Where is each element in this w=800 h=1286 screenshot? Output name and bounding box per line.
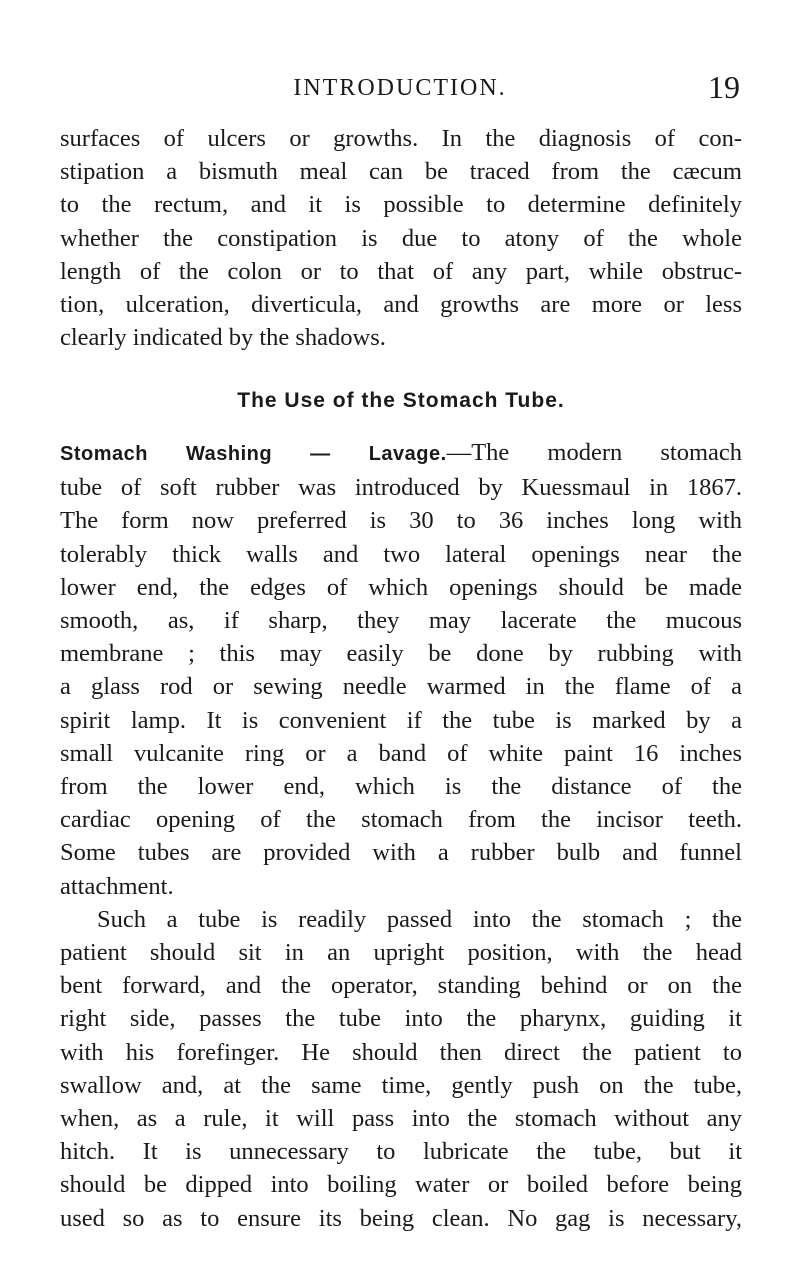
section-heading: The Use of the Stomach Tube. (237, 389, 565, 412)
text-line: patient should sit in an upright position, with the head (60, 939, 742, 967)
text-line: lower end, the edges of which openings should be made (60, 573, 742, 601)
side-head-continuation: —The modern stomach (446, 439, 743, 466)
text-line: membrane ; this may easily be done by rubbing with (60, 640, 742, 668)
running-title: INTRODUCTION. (293, 75, 507, 101)
text-line: The form now preferred is 30 to 36 inches long with (60, 507, 742, 535)
running-head (60, 69, 740, 107)
text-line: a glass rod or sewing needle warmed in the flame of a (60, 673, 742, 701)
text-line-with-side-head (60, 436, 742, 471)
page-number: 19 (708, 69, 740, 105)
text-line: spirit lamp. It is convenient if the tube is marked by a (60, 706, 742, 734)
text-line: when, as a rule, it will pass into the stomach without any (60, 1105, 742, 1133)
text-line: tube of soft rubber was introduced by Kuessmaul in 1867. (60, 474, 742, 502)
text-line: should be dipped into boiling water or boiled before being (60, 1171, 742, 1199)
text-line: whether the constipation is due to atony of the whole (60, 224, 742, 252)
text-line: from the lower end, which is the distance of the (60, 773, 742, 801)
text-line: to the rectum, and it is possible to determine definitely (60, 191, 742, 219)
text-line: Some tubes are provided with a rubber bulb and funnel (60, 839, 742, 867)
text-line: small vulcanite ring or a band of white paint 16 inches (60, 739, 742, 767)
text-line: tolerably thick walls and two lateral openings near the (60, 540, 742, 568)
text-line: hitch. It is unnecessary to lubricate the tube, but it (60, 1138, 742, 1166)
paragraph-constipation (60, 122, 742, 354)
text-line: clearly indicated by the shadows. (60, 324, 386, 352)
text-line: tion, ulceration, diverticula, and growths are more or less (60, 291, 742, 319)
text-line: smooth, as, if sharp, they may lacerate the mucous (60, 607, 742, 635)
text-line: used so as to ensure its being clean. No gag is necessary, (60, 1204, 742, 1232)
text-line: stipation a bismuth meal can be traced from the cæcum (60, 158, 742, 186)
text-line: attachment. (60, 872, 174, 900)
side-head: Stomach Washing — Lavage. (60, 443, 447, 465)
paragraph-stomach-washing (60, 436, 742, 1235)
text-line: length of the colon or to that of any part, while obstruc- (60, 257, 742, 285)
text-line: right side, passes the tube into the pharynx, guiding it (60, 1005, 742, 1033)
text-line: swallow and, at the same time, gently push on the tube, (60, 1071, 742, 1099)
text-line: bent forward, and the operator, standing behind or on the (60, 972, 742, 1000)
text-line: with his forefinger. He should then direct the patient to (60, 1038, 742, 1066)
text-line: Such a tube is readily passed into the stomach ; the (97, 905, 742, 933)
text-line: cardiac opening of the stomach from the incisor teeth. (60, 806, 742, 834)
text-line: surfaces of ulcers or growths. In the diagnosis of con- (60, 125, 742, 152)
